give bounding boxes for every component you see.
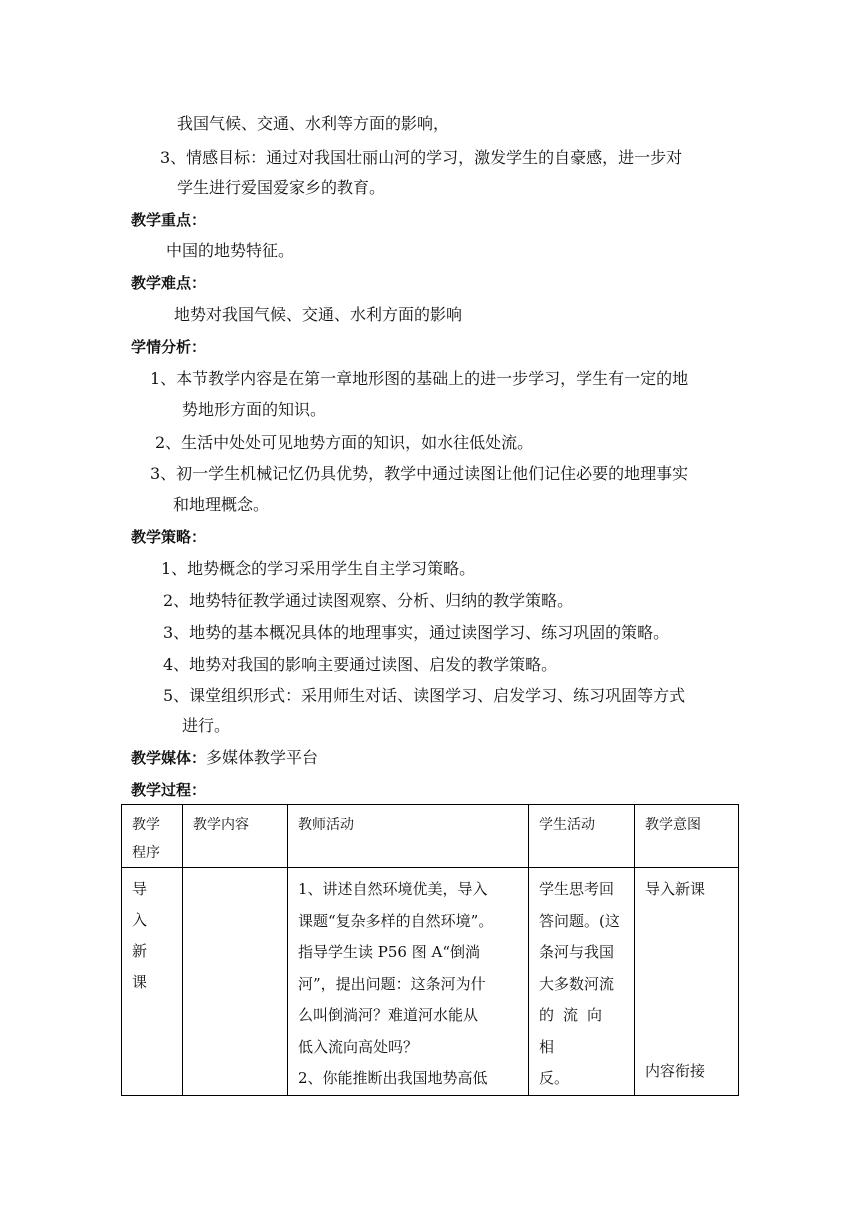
analysis-heading: 学情分析： [131,338,207,356]
goal-3-line-a: 3、情感目标：通过对我国壮丽山河的学习，激发学生的自豪感，进一步对 [160,148,683,167]
teacher-line-3: 指导学生读 P56 图 A“倒淌 [298,943,480,961]
strategy-item-5b: 进行。 [182,716,231,735]
analysis-item-1a: 1、本节教学内容是在第一章地形图的基础上的进一步学习，学生有一定的地 [150,369,689,388]
student-line-4: 大多数河流 [539,974,615,993]
strategy-item-3: 3、地势的基本概况具体的地理事实，通过读图学习、练习巩固的策略。 [163,623,670,642]
cell-intent [635,868,739,1096]
header-student-label: 学生活动 [539,817,595,833]
strategy-item-1: 1、地势概念的学习采用学生自主学习策略。 [161,559,476,578]
header-content [183,805,288,868]
step-char-4: 课 [132,973,148,991]
step-char-3: 新 [132,942,148,960]
process-heading: 教学过程： [131,781,207,799]
strategy-item-2: 2、地势特征教学通过读图观察、分析、归纳的教学策略。 [163,591,574,610]
student-line-1: 学生思考回 [539,880,615,898]
teacher-line-5: 么叫倒淌河？难道河水能从 [298,1006,479,1024]
header-student [529,805,635,868]
header-step [122,805,183,868]
teacher-line-4: 河”，提出问题：这条河为什 [298,974,486,993]
header-teacher [288,805,529,868]
intent-1: 导入新课 [645,880,706,898]
media-heading: 教学媒体： [131,749,207,767]
step-char-1: 导 [132,880,148,898]
difficulty-heading: 教学难点： [131,274,207,292]
step-char-2: 入 [132,911,148,929]
student-line-2: 答问题。(这 [539,911,620,930]
analysis-item-1b: 势地形方面的知识。 [182,400,327,419]
teacher-line-7: 2、你能推断出我国地势高低 [298,1069,488,1087]
strategy-item-4: 4、地势对我国的影响主要通过读图、启发的教学策略。 [163,655,558,674]
header-teacher-label: 教师活动 [298,817,354,833]
header-content-label: 教学内容 [193,817,249,833]
header-intent [635,805,739,868]
media-line [131,748,318,768]
cell-student [529,868,635,1096]
strategy-item-5a: 5、课堂组织形式：采用师生对话、读图学习、启发学习、练习巩固等方式 [163,686,686,705]
intent-2: 内容衔接 [645,1062,706,1080]
analysis-item-3b: 和地理概念。 [173,495,270,514]
strategy-heading: 教学策略： [131,528,207,546]
goal-3-line-b: 学生进行爱国爱家乡的教育。 [177,178,386,197]
focus-heading: 教学重点： [131,211,207,229]
header-intent-label: 教学意图 [645,817,701,833]
header-step-b: 程序 [132,845,160,861]
focus-text: 中国的地势特征。 [166,241,295,260]
analysis-item-2: 2、生活中处处可见地势方面的知识，如水往低处流。 [155,433,534,452]
student-line-3: 条河与我国 [539,943,615,961]
student-line-5: 的流向相 [539,1006,612,1056]
table-row [122,868,739,1096]
cell-content [183,868,288,1096]
analysis-item-3a: 3、初一学生机械记忆仍具优势，教学中通过读图让他们记住必要的地理事实 [150,464,689,483]
intro-line-1: 我国气候、交通、水利等方面的影响， [177,114,450,133]
teacher-line-1: 1、讲述自然环境优美，导入 [298,880,488,898]
media-text: 多媒体教学平台 [206,748,319,767]
teacher-line-2: 课题“复杂多样的自然环境”。 [298,911,494,930]
difficulty-text: 地势对我国气候、交通、水利方面的影响 [174,305,463,324]
header-step-a: 教学 [132,817,160,833]
student-line-6: 反。 [539,1069,570,1087]
teacher-line-6: 低入流向高处吗？ [298,1037,419,1056]
table-header-row [122,805,739,868]
cell-step [122,868,183,1096]
process-table [121,804,739,1096]
cell-teacher [288,868,529,1096]
